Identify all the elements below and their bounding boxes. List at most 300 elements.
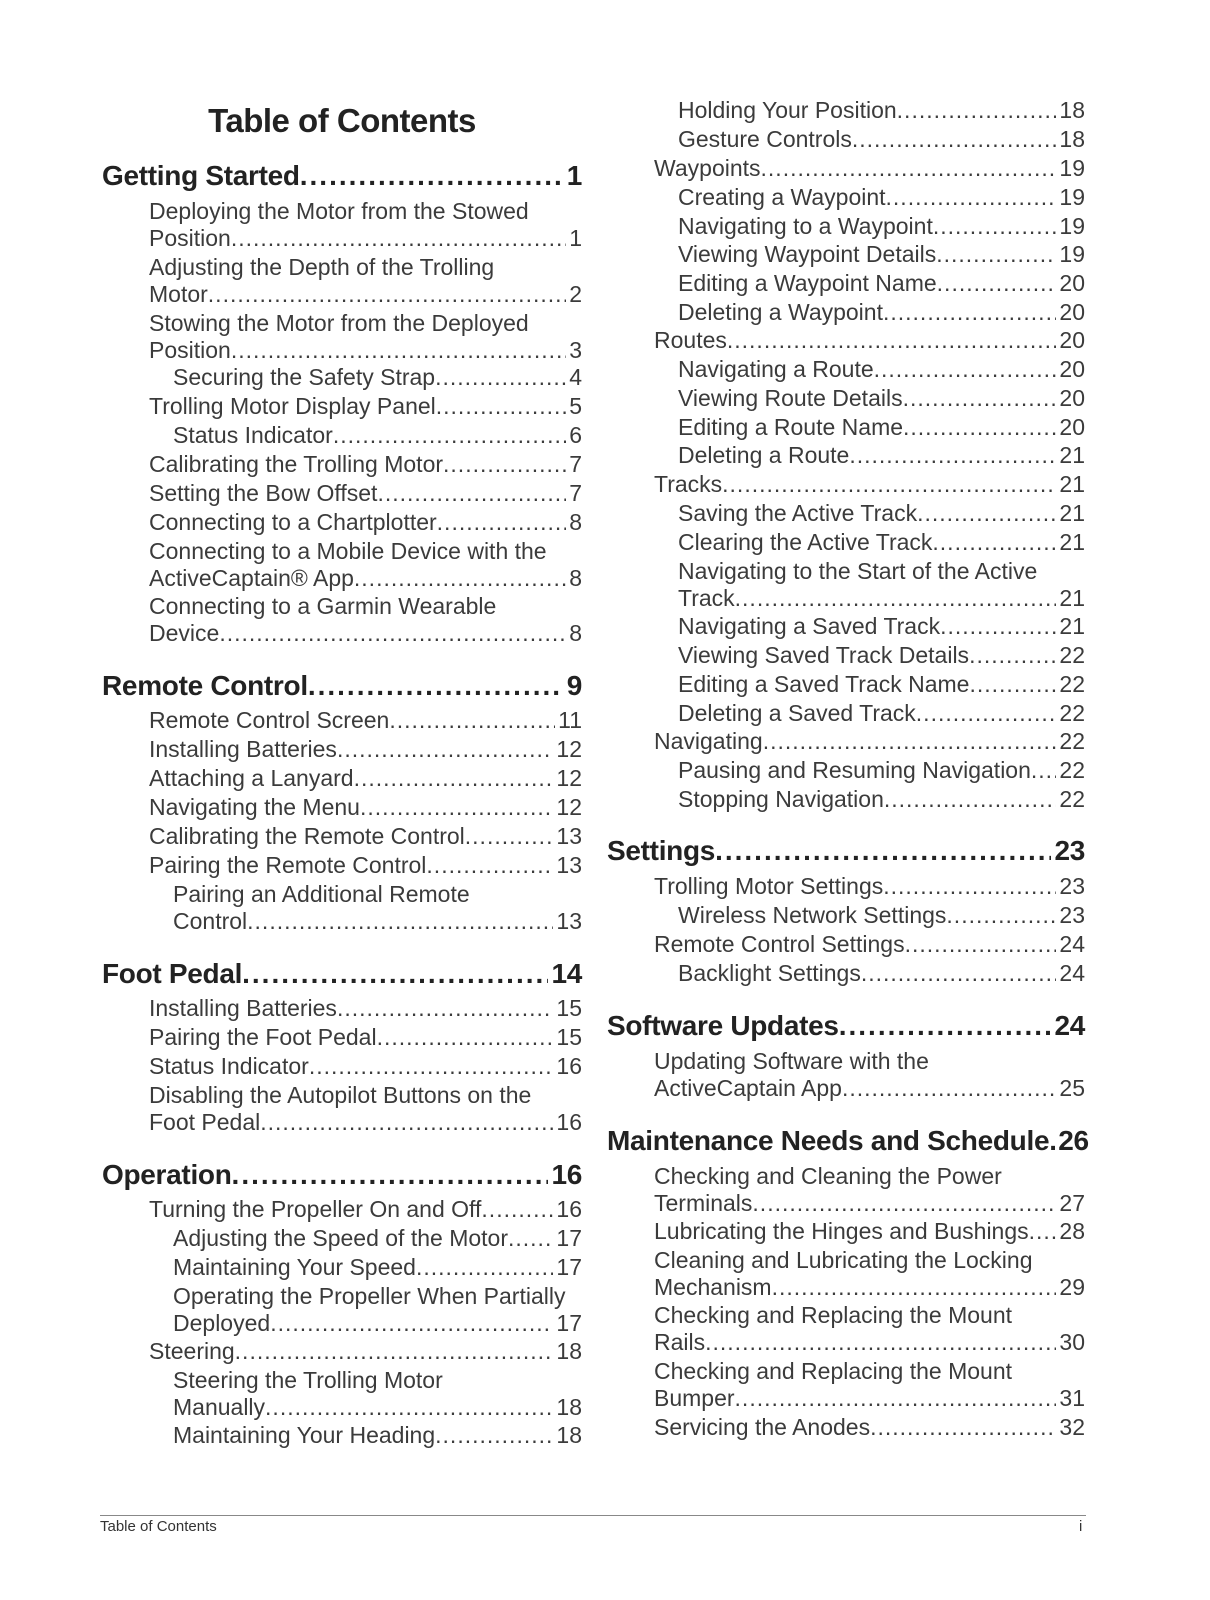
dot-leader: [903, 414, 1056, 441]
toc-entry[interactable]: [607, 500, 1085, 527]
dot-leader: [235, 1338, 554, 1365]
toc-page-number: 23: [1059, 902, 1085, 928]
toc-entry-title-line: Checking and Replacing the Mount: [654, 1302, 1013, 1328]
toc-entry[interactable]: [102, 1053, 582, 1080]
toc-entry-title: Adjusting the Speed of the Motor: [173, 1225, 508, 1251]
toc-entry[interactable]: [102, 823, 582, 850]
dot-leader: [969, 671, 1056, 698]
toc-page-number: 8: [569, 565, 582, 591]
toc-page-number: 7: [569, 451, 582, 477]
toc-page-number: 22: [1059, 757, 1085, 783]
toc-entry-title: Waypoints: [654, 155, 761, 181]
toc-entry-title: Bumper: [654, 1385, 735, 1411]
toc-page-number: 23: [1054, 835, 1085, 866]
toc-page-number: 31: [1059, 1385, 1085, 1411]
toc-entry-title: Settings: [607, 835, 716, 866]
toc-entry[interactable]: [102, 451, 582, 478]
dot-leader: [884, 786, 1057, 813]
toc-entry-title-line: Cleaning and Lubricating the Locking: [654, 1247, 1033, 1273]
toc-entry[interactable]: [102, 881, 582, 935]
toc-entry-title: Foot Pedal: [149, 1109, 261, 1135]
toc-page-number: 16: [556, 1109, 582, 1135]
toc-entry[interactable]: [102, 538, 582, 592]
dot-leader: [354, 565, 566, 592]
toc-page-number: 22: [1059, 786, 1085, 812]
toc-entry[interactable]: [607, 1218, 1085, 1245]
toc-entry[interactable]: [607, 728, 1085, 755]
toc-entry-title: Rails: [654, 1329, 706, 1355]
toc-entry-title: Manually: [173, 1394, 266, 1420]
toc-entry[interactable]: [607, 700, 1085, 727]
toc-page-number: 24: [1059, 960, 1085, 986]
toc-page-number: 21: [1059, 529, 1085, 555]
dot-leader: [360, 794, 553, 821]
dot-leader: [903, 385, 1057, 412]
toc-entry-title: Deployed: [173, 1310, 271, 1336]
toc-chapter[interactable]: [607, 1010, 1085, 1042]
dot-leader: [389, 707, 555, 734]
toc-page-number: 18: [556, 1422, 582, 1448]
toc-entry-title: Viewing Waypoint Details: [678, 241, 937, 267]
toc-entry-title: Navigating a Route: [678, 356, 874, 382]
toc-page-number: 18: [1059, 97, 1085, 123]
toc-entry-title: Installing Batteries: [149, 995, 337, 1021]
toc-entry[interactable]: [102, 393, 582, 420]
toc-page-number: 8: [569, 620, 582, 646]
toc-entry-title: Operation: [102, 1159, 232, 1190]
toc-page-number: 17: [556, 1310, 582, 1336]
dot-leader: [208, 281, 566, 308]
toc-entry[interactable]: [607, 270, 1085, 297]
toc-entry[interactable]: [607, 1302, 1085, 1356]
toc-page-number: 16: [556, 1053, 582, 1079]
toc-entry-title: ActiveCaptain® App: [149, 565, 354, 591]
dot-leader: [436, 393, 566, 420]
toc-entry-title: Calibrating the Remote Control: [149, 823, 465, 849]
toc-entry-title: Getting Started: [102, 160, 300, 191]
dot-leader: [426, 852, 553, 879]
toc-entry-title: Setting the Bow Offset: [149, 480, 378, 506]
toc-page-number: 19: [1059, 213, 1085, 239]
toc-entry-title: Remote Control: [102, 670, 308, 701]
toc-entry[interactable]: [607, 471, 1085, 498]
toc-page-number: 13: [556, 823, 582, 849]
toc-entry[interactable]: [607, 97, 1085, 124]
toc-page-number: 12: [556, 794, 582, 820]
toc-page-number: 15: [556, 1024, 582, 1050]
toc-page-number: 12: [556, 765, 582, 791]
toc-page-number: 17: [556, 1254, 582, 1280]
dot-leader: [897, 97, 1057, 124]
toc-page-number: 28: [1059, 1218, 1085, 1244]
toc-entry-title: Position: [149, 225, 231, 251]
toc-entry[interactable]: [102, 1338, 582, 1365]
toc-page-number: 13: [556, 852, 582, 878]
toc-page-number: 1: [566, 160, 582, 191]
dot-leader: [231, 225, 566, 252]
dot-leader: [354, 765, 554, 792]
toc-entry-title: Maintaining Your Speed: [173, 1254, 416, 1280]
toc-entry[interactable]: [607, 873, 1085, 900]
toc-page-number: 22: [1059, 671, 1085, 697]
toc-entry[interactable]: [607, 671, 1085, 698]
toc-page-number: 20: [1059, 270, 1085, 296]
toc-entry-title: Routes: [654, 327, 727, 353]
toc-entry[interactable]: [102, 310, 582, 364]
toc-page-number: 12: [556, 736, 582, 762]
toc-entry-title: Attaching a Lanyard: [149, 765, 354, 791]
dot-leader: [715, 835, 1051, 867]
toc-entry-title-line: Operating the Propeller When Partially: [173, 1283, 566, 1309]
dot-leader: [752, 1190, 1056, 1217]
toc-entry-title: Motor: [149, 281, 208, 307]
toc-page-number: 20: [1059, 385, 1085, 411]
toc-entry-title: Mechanism: [654, 1274, 772, 1300]
toc-entry[interactable]: [607, 299, 1085, 326]
dot-leader: [705, 1329, 1056, 1356]
toc-entry-title-line: Connecting to a Mobile Device with the: [149, 538, 547, 564]
toc-entry-title-line: Checking and Cleaning the Power: [654, 1163, 1002, 1189]
dot-leader: [270, 1310, 553, 1337]
toc-page-number: 32: [1059, 1414, 1085, 1440]
toc-entry-title-line: Stowing the Motor from the Deployed: [149, 310, 529, 336]
toc-entry[interactable]: [102, 1082, 582, 1136]
toc-entry[interactable]: [607, 1163, 1085, 1217]
toc-entry-title: Securing the Safety Strap: [173, 364, 436, 390]
dot-leader: [839, 1010, 1052, 1042]
toc-page-number: 14: [551, 958, 582, 989]
toc-page-number: 21: [1059, 471, 1085, 497]
toc-page-number: 18: [556, 1394, 582, 1420]
toc-chapter[interactable]: [102, 160, 582, 192]
toc-page-number: 22: [1059, 728, 1085, 754]
toc-page-number: 13: [556, 908, 582, 934]
toc-entry[interactable]: [102, 852, 582, 879]
toc-entry[interactable]: [607, 931, 1085, 958]
toc-page-number: 4: [569, 364, 582, 390]
toc-entry-title: Software Updates: [607, 1010, 839, 1041]
dot-leader: [870, 1414, 1056, 1441]
dot-leader: [416, 1254, 553, 1281]
toc-page-number: 23: [1059, 873, 1085, 899]
toc-entry-title: Wireless Network Settings: [678, 902, 947, 928]
dot-leader: [735, 585, 1057, 612]
dot-leader: [300, 160, 564, 192]
dot-leader: [852, 126, 1057, 153]
toc-entry[interactable]: [102, 1024, 582, 1051]
toc-entry-title: Gesture Controls: [678, 126, 852, 152]
toc-entry-title: Trolling Motor Display Panel: [149, 393, 436, 419]
toc-entry-title: Device: [149, 620, 220, 646]
toc-entry-title: Terminals: [654, 1190, 753, 1216]
toc-page-number: 20: [1059, 356, 1085, 382]
footer-label: Table of Contents: [100, 1518, 217, 1535]
toc-page-number: 18: [1059, 126, 1085, 152]
dot-leader: [936, 241, 1056, 268]
toc-page-number: 26: [1058, 1125, 1089, 1156]
toc-entry[interactable]: [607, 786, 1085, 813]
toc-entry[interactable]: [607, 1358, 1085, 1412]
toc-entry[interactable]: [607, 529, 1085, 556]
toc-entry[interactable]: [102, 422, 582, 449]
toc-entry[interactable]: [102, 1422, 582, 1449]
toc-page-number: 19: [1059, 241, 1085, 267]
toc-entry-title: Tracks: [654, 471, 723, 497]
toc-entry[interactable]: [607, 414, 1085, 441]
dot-leader: [933, 213, 1057, 240]
toc-entry-title-line: Connecting to a Garmin Wearable: [149, 593, 497, 619]
toc-page-number: 20: [1059, 299, 1085, 325]
page-title: Table of Contents: [208, 102, 476, 139]
toc-entry[interactable]: [102, 1196, 582, 1223]
toc-entry-title: Holding Your Position: [678, 97, 897, 123]
toc-page-number: 21: [1059, 585, 1085, 611]
dot-leader: [337, 736, 553, 763]
dot-leader: [247, 908, 553, 935]
toc-page-number: 25: [1059, 1075, 1085, 1101]
toc-entry-title: Status Indicator: [173, 422, 333, 448]
toc-chapter[interactable]: [102, 1159, 582, 1191]
toc-entry[interactable]: [102, 765, 582, 792]
toc-page-number: 22: [1059, 642, 1085, 668]
toc-chapter[interactable]: [102, 958, 582, 990]
toc-page-number: 2: [569, 281, 582, 307]
toc-entry-title: Editing a Saved Track Name: [678, 671, 970, 697]
toc-entry-title: Trolling Motor Settings: [654, 873, 884, 899]
toc-page-number: 15: [556, 995, 582, 1021]
toc-entry[interactable]: [607, 642, 1085, 669]
toc-entry-title: Remote Control Screen: [149, 707, 390, 733]
toc-page-number: 24: [1059, 931, 1085, 957]
toc-entry-title: Deleting a Waypoint: [678, 299, 883, 325]
toc-entry[interactable]: [102, 254, 582, 308]
toc-entry-title: Saving the Active Track: [678, 500, 918, 526]
dot-leader: [377, 1024, 554, 1051]
toc-entry-title-line: Navigating to the Start of the Active: [678, 558, 1038, 584]
toc-entry-title-line: Checking and Replacing the Mount: [654, 1358, 1013, 1384]
toc-page-number: 17: [556, 1225, 582, 1251]
toc-entry-title: Foot Pedal: [102, 958, 243, 989]
toc-entry[interactable]: [607, 1048, 1085, 1102]
dot-leader: [886, 184, 1057, 211]
toc-entry-title: Creating a Waypoint: [678, 184, 886, 210]
toc-entry[interactable]: [102, 995, 582, 1022]
toc-page-number: 22: [1059, 700, 1085, 726]
dot-leader: [333, 422, 566, 449]
toc-page-number: 20: [1059, 414, 1085, 440]
toc-entry-title: Stopping Navigation: [678, 786, 884, 812]
toc-entry-title: ActiveCaptain App: [654, 1075, 842, 1101]
toc-entry[interactable]: [607, 126, 1085, 153]
dot-leader: [337, 995, 553, 1022]
toc-entry[interactable]: [607, 356, 1085, 383]
toc-chapter[interactable]: [607, 835, 1085, 867]
toc-entry-title-line: Steering the Trolling Motor: [173, 1367, 443, 1393]
toc-entry-title: Pairing the Remote Control: [149, 852, 427, 878]
toc-page-number: 16: [556, 1196, 582, 1222]
toc-entry-title: Steering: [149, 1338, 235, 1364]
dot-leader: [265, 1394, 553, 1421]
dot-leader: [917, 500, 1056, 527]
toc-entry-title: Track: [678, 585, 735, 611]
toc-entry-title: Turning the Propeller On and Off: [149, 1196, 482, 1222]
dot-leader: [883, 873, 1056, 900]
toc-page-number: 8: [569, 509, 582, 535]
dot-leader: [309, 1053, 554, 1080]
toc-entry[interactable]: [102, 736, 582, 763]
toc-entry-title: Control: [173, 908, 248, 934]
toc-entry[interactable]: [607, 613, 1085, 640]
toc-entry-title: Backlight Settings: [678, 960, 861, 986]
toc-page-number: 24: [1054, 1010, 1085, 1041]
dot-leader: [508, 1225, 553, 1252]
toc-chapter[interactable]: [102, 670, 582, 702]
toc-page-number: 30: [1059, 1329, 1085, 1355]
toc-entry[interactable]: [102, 593, 582, 647]
dot-leader: [437, 509, 567, 536]
dot-leader: [260, 1109, 553, 1136]
toc-entry[interactable]: [607, 184, 1085, 211]
toc-entry-title: Remote Control Settings: [654, 931, 905, 957]
toc-entry[interactable]: [102, 1283, 582, 1337]
toc-entry-title: Editing a Route Name: [678, 414, 904, 440]
dot-leader: [735, 1385, 1057, 1412]
toc-entry-title: Connecting to a Chartplotter: [149, 509, 437, 535]
toc-entry[interactable]: [102, 1254, 582, 1281]
dot-leader: [232, 1159, 549, 1191]
dot-leader: [377, 480, 566, 507]
toc-entry-title: Navigating: [654, 728, 763, 754]
dot-leader: [842, 1075, 1056, 1102]
toc-page-number: 19: [1059, 184, 1085, 210]
toc-entry[interactable]: [102, 707, 582, 734]
toc-page-number: 3: [569, 337, 582, 363]
toc-entry-title: Position: [149, 337, 231, 363]
dot-leader: [932, 529, 1056, 556]
toc-entry[interactable]: [607, 558, 1085, 612]
dot-leader: [1029, 1218, 1057, 1245]
toc-entry[interactable]: [607, 442, 1085, 469]
toc-entry-title: Status Indicator: [149, 1053, 309, 1079]
dot-leader: [874, 356, 1057, 383]
dot-leader: [465, 823, 554, 850]
dot-leader: [308, 670, 564, 702]
toc-entry[interactable]: [102, 480, 582, 507]
dot-leader: [435, 364, 566, 391]
dot-leader: [905, 931, 1057, 958]
toc-page-number: 20: [1059, 327, 1085, 353]
toc-entry-title: Maintaining Your Heading: [173, 1422, 436, 1448]
toc-entry[interactable]: [102, 1225, 582, 1252]
toc-entry-title-line: Updating Software with the: [654, 1048, 929, 1074]
toc-page-number: 11: [558, 707, 582, 733]
dot-leader: [727, 327, 1057, 354]
toc-entry-title: Viewing Route Details: [678, 385, 903, 411]
toc-page-number: 9: [566, 670, 582, 701]
toc-entry-title: Editing a Waypoint Name: [678, 270, 937, 296]
toc-page-number: 5: [569, 393, 582, 419]
toc-entry[interactable]: [607, 241, 1085, 268]
toc-page-number: 1: [569, 225, 582, 251]
toc-entry-title: Pausing and Resuming Navigation: [678, 757, 1031, 783]
dot-leader: [940, 613, 1056, 640]
toc-entry[interactable]: [102, 364, 582, 391]
toc-entry[interactable]: [607, 155, 1085, 182]
toc-entry-title: Lubricating the Hinges and Bushings: [654, 1218, 1029, 1244]
toc-entry-title: Clearing the Active Track: [678, 529, 933, 555]
toc-page-number: 7: [569, 480, 582, 506]
dot-leader: [969, 642, 1056, 669]
dot-leader: [481, 1196, 553, 1223]
toc-entry[interactable]: [102, 794, 582, 821]
toc-entry[interactable]: [102, 509, 582, 536]
dot-leader: [937, 270, 1057, 297]
dot-leader: [722, 471, 1056, 498]
toc-entry-title: Installing Batteries: [149, 736, 337, 762]
toc-entry[interactable]: [607, 902, 1085, 929]
dot-leader: [231, 337, 566, 364]
dot-leader: [761, 155, 1057, 182]
footer-divider: [100, 1515, 1086, 1516]
toc-entry-title: Navigating to a Waypoint: [678, 213, 933, 239]
toc-entry[interactable]: [607, 327, 1085, 354]
dot-leader: [242, 958, 548, 990]
dot-leader: [763, 728, 1057, 755]
toc-page-number: 27: [1059, 1190, 1085, 1216]
dot-leader: [861, 960, 1057, 987]
toc-entry-title: Pairing the Foot Pedal: [149, 1024, 377, 1050]
toc-chapter[interactable]: [607, 1125, 1089, 1157]
toc-entry[interactable]: [607, 960, 1085, 987]
toc-entry-title-line: Pairing an Additional Remote: [173, 881, 470, 907]
dot-leader: [435, 1422, 553, 1449]
toc-page-number: 21: [1059, 613, 1085, 639]
dot-leader: [219, 620, 566, 647]
toc-entry-title-line: Disabling the Autopilot Buttons on the: [149, 1082, 532, 1108]
toc-entry-title: Deleting a Route: [678, 442, 850, 468]
toc-entry-title: Servicing the Anodes: [654, 1414, 871, 1440]
toc-entry-title: Calibrating the Trolling Motor: [149, 451, 444, 477]
toc-entry[interactable]: [607, 213, 1085, 240]
toc-page-number: 16: [551, 1159, 582, 1190]
toc-entry-title: Navigating the Menu: [149, 794, 360, 820]
toc-entry[interactable]: [102, 1367, 582, 1421]
toc-entry-title: Navigating a Saved Track: [678, 613, 941, 639]
toc-page-number: 21: [1059, 442, 1085, 468]
dot-leader: [772, 1274, 1057, 1301]
toc-entry-title: Viewing Saved Track Details: [678, 642, 970, 668]
toc-page-number: 21: [1059, 500, 1085, 526]
toc-entry[interactable]: [607, 757, 1085, 784]
footer-page-number: i: [1079, 1518, 1083, 1535]
toc-page-number: 6: [569, 422, 582, 448]
dot-leader: [883, 299, 1056, 326]
toc-page-number: 29: [1059, 1274, 1085, 1300]
dot-leader: [1031, 757, 1057, 784]
toc-entry-title-line: Deploying the Motor from the Stowed: [149, 198, 529, 224]
toc-entry[interactable]: [607, 1247, 1085, 1301]
dot-leader: [849, 442, 1056, 469]
toc-entry-title: Deleting a Saved Track: [678, 700, 916, 726]
toc-page-number: 19: [1059, 155, 1085, 181]
toc-entry[interactable]: [607, 1414, 1085, 1441]
toc-entry[interactable]: [607, 385, 1085, 412]
toc-entry[interactable]: [102, 198, 582, 252]
dot-leader: [443, 451, 566, 478]
dot-leader: [916, 700, 1057, 727]
toc-entry-title: Maintenance Needs and Schedule: [607, 1125, 1050, 1156]
dot-leader: [946, 902, 1056, 929]
